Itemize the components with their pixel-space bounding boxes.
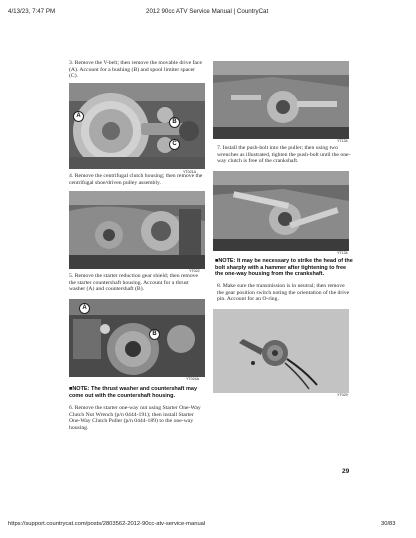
step-6-text: 6. Remove the starter one-way nut using Starter One-Way Clutch Nut Wrench (p/n 0444-191); then install Starter One-Way Clutch Puller (p/n 0444-189) to the one-way housing. (69, 405, 201, 431)
print-datetime: 4/13/23, 7:47 PM (8, 8, 56, 15)
callout-c: C (169, 139, 180, 150)
photo-4-code: YT134 (337, 139, 348, 143)
photo-2-code: YT022 (189, 269, 200, 273)
photo-drive-face (69, 83, 205, 169)
photo-gear-switch (213, 309, 349, 393)
callout-b: B (169, 117, 180, 128)
note-strike-bolt: ■NOTE: It may be necessary to strike the head of the bolt sharply with a hammer after tightening to free the one-way housing from the crankshaft. (215, 258, 353, 278)
photo-5-code: YT134 (337, 251, 348, 255)
callout-b: B (149, 329, 160, 340)
photo-6-code: YT029 (337, 393, 348, 397)
callout-a: A (79, 303, 90, 314)
note-thrust-washer: ■NOTE: The thrust washer and countershaft may come out with the countershaft housing. (69, 386, 198, 399)
page-url: https://support.countrycat.com/posts/2803562-2012-90cc-atv-service-manual (8, 521, 206, 527)
step-3-text: 3. Remove the V-belt; then remove the movable drive face (A). Account for a bushing (B) and spool limiter spacer (C). (69, 60, 202, 80)
photo-wrenches (213, 171, 349, 251)
manual-page (55, 47, 361, 487)
step-4-text: 4. Remove the centrifugal clutch housing; then remove the centrifugal shoe/driven pulley assembly. (69, 173, 203, 186)
step-5-text: 5. Remove the starter reduction gear shield; then remove the starter countershaft housing. Account for a thrust washer (A) and countershaft (B). (69, 273, 199, 293)
photo-clutch-housing (69, 191, 205, 269)
callout-a: A (73, 111, 84, 122)
step-8-text: 8. Make sure the transmission is in neutral; then remove the gear position switch noting the orientation of the drive pin. Account for an O-ring. (217, 283, 350, 303)
photo-puller (213, 61, 349, 139)
photo-countershaft (69, 299, 205, 377)
page-number: 29 (342, 468, 350, 475)
print-page-count: 30/83 (381, 521, 396, 527)
photo-1-code: YT021A (183, 170, 196, 174)
step-7-text: 7. Install the push-bolt into the puller; then using two wrenches as illustrated, tighten the push-bolt until the one-way clutch is free of the crankshaft. (217, 145, 351, 165)
page-title: 2012 90cc ATV Service Manual | CountryCat (146, 8, 269, 15)
photo-3-code: YT024A (186, 377, 199, 381)
